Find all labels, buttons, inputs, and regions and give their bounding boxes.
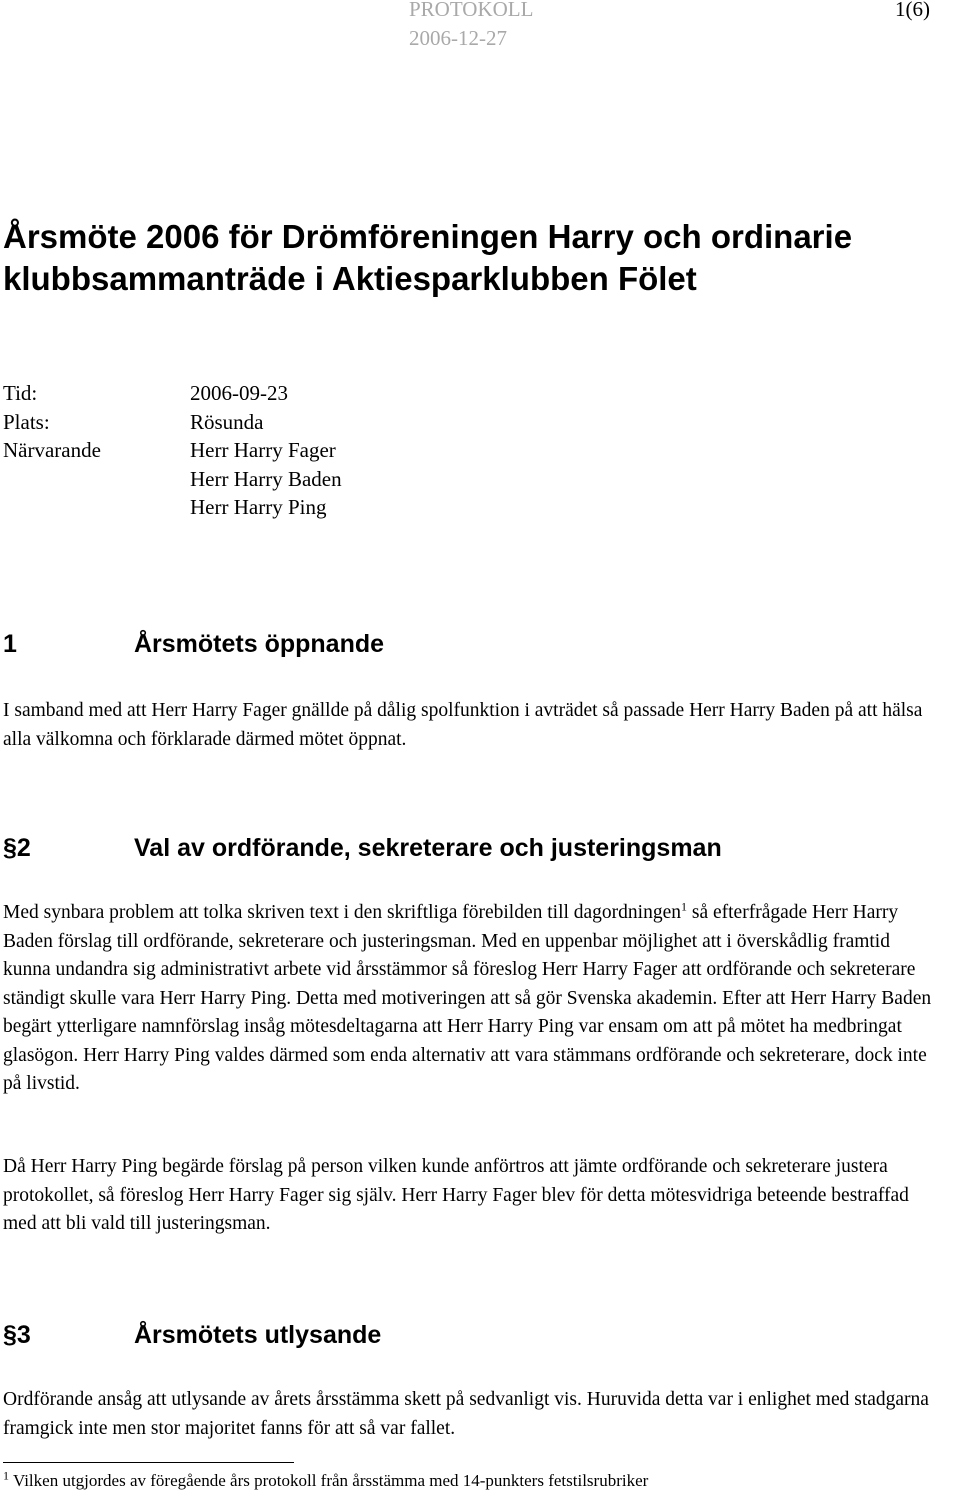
section-number: 1 — [3, 630, 17, 658]
section-number: §3 — [3, 1321, 31, 1349]
header-doc-type: PROTOKOLL — [409, 0, 534, 21]
header-date: 2006-12-27 — [409, 26, 507, 50]
meta-row-present — [3, 436, 342, 522]
header-page-number: 1(6) — [895, 0, 930, 21]
section-3-heading — [3, 1320, 381, 1350]
footnote — [3, 1470, 648, 1492]
meeting-info — [3, 379, 342, 522]
place-label: Plats: — [3, 409, 50, 434]
footnote-divider — [3, 1462, 294, 1463]
present-list — [190, 436, 342, 522]
section-title: Val av ordförande, sekreterare och justeringsman — [134, 834, 722, 862]
meta-row-place — [3, 408, 342, 437]
time-value: 2006-09-23 — [190, 381, 288, 405]
section-1-paragraph: I samband med att Herr Harry Fager gnällde på dålig spolfunktion i avträdet så passade Herr Harry Baden på att hälsa alla välkomna och förklarade därmed mötet öppnat. — [3, 700, 923, 750]
section-2-heading — [3, 833, 722, 863]
section-title: Årsmötets öppnande — [134, 630, 385, 658]
section-title: Årsmötets utlysande — [134, 1321, 382, 1349]
place-value: Rösunda — [190, 409, 264, 434]
present-person: Herr Harry Ping — [190, 495, 327, 519]
meta-row-time — [3, 379, 342, 408]
section-2-paragraph-2: Då Herr Harry Ping begärde förslag på person vilken kunde anförtros att jämte ordförande och sekreterare justera protokollet, så föreslog Herr Harry Fager sig själv. Herr Harry Fager blev för detta mötesvidriga beteende bestraffad med att bli vald till justeringsman. — [3, 1156, 909, 1234]
time-label: Tid: — [3, 381, 38, 405]
section-2-paragraph-1: Med synbara problem att tolka skriven text i den skriftliga förebilden till dagordningen$^1$ så efterfrågade Herr Harry Baden förslag till ordförande, sekreterare och justeringsman. Med en uppenbar möjlighet att i överskådlig framtid kunna undandra sig administrativt arbete vid årsstämmor så föreslog Herr Harry Fager att ordförande och sekreterare ständigt skulle vara Herr Harry Ping. Detta med motiveringen att så gör Svenska akademin. Efter att Herr Harry Baden begärt ytterligare namnförslag insåg mötesdeltagarna att Herr Harry Ping var ensam om att på mötet ha medbringat glasögon. Herr Harry Ping valdes därmed som enda alternativ att vara stämmans ordförande och sekreterare, dock inte på livstid. — [3, 899, 932, 1094]
footnote-number: 1 — [3, 1468, 9, 1483]
section-1-heading — [3, 629, 384, 659]
document-title: Årsmöte 2006 för Drömföreningen Harry och ordinarie klubbsammanträde i Aktiesparklubben Fölet — [3, 218, 853, 297]
present-person: Herr Harry Baden — [190, 466, 342, 491]
footnote-reference[interactable]: 1 — [681, 899, 687, 914]
present-person: Herr Harry Fager — [190, 438, 336, 462]
present-label: Närvarande — [3, 438, 101, 462]
section-3-paragraph: Ordförande ansåg att utlysande av årets årsstämma skett på sedvanligt vis. Huruvida detta var i enlighet med stadgarna framgick inte men stor majoritet fanns för att så var fallet. — [3, 1389, 929, 1439]
footnote-text: Vilken utgjordes av föregående års protokoll från årsstämma med 14-punkters fetstilsrubriker — [12, 1471, 649, 1490]
section-number: §2 — [3, 834, 31, 862]
